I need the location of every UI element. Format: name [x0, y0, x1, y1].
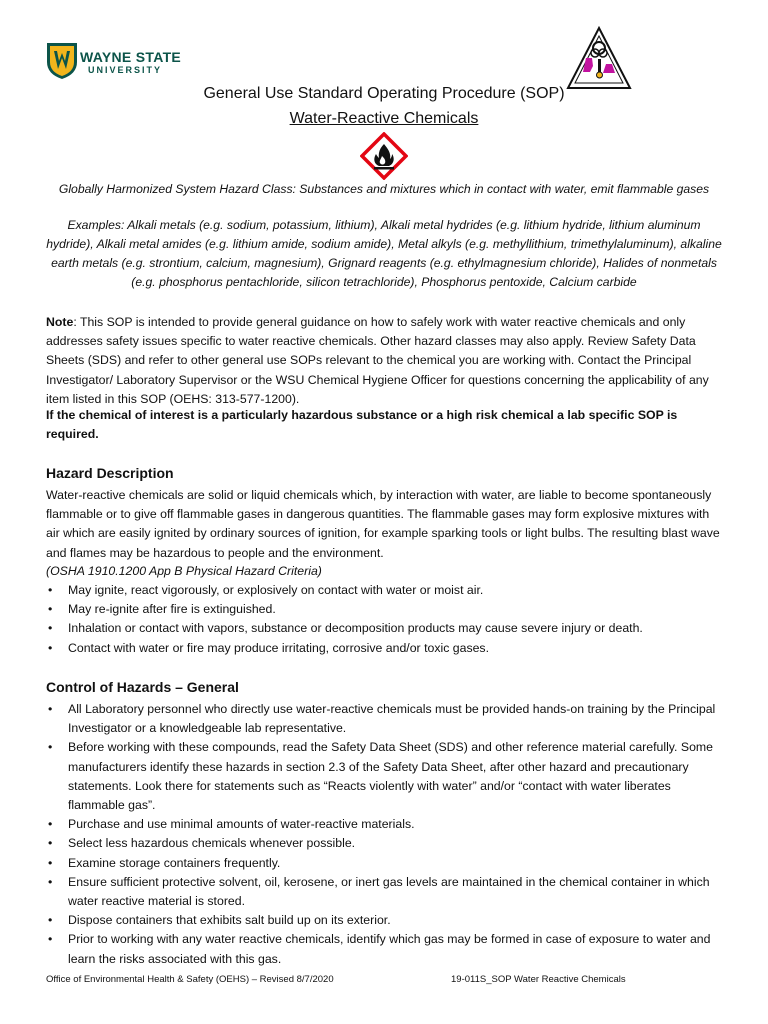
note-text: : This SOP is intended to provide general guidance on how to safely work with water reactive chemicals and only addresses safety issues specific to water reactive chemicals. Other hazard classes may also apply. Review Safety Data Sheets (SDS) and refer to other general use SOPs relevant to the chemical you are working with. Contact the Principal Investigator/ Laboratory Supervisor or the WSU Chemical Hygiene Officer for questions concerning the applicability of any item listed in this SOP (OEHS: 313-577-1200).: [46, 315, 709, 406]
wsu-shield-icon: [46, 42, 78, 80]
footer-office-revision: Office of Environmental Health & Safety (OEHS) – Revised 8/7/2020: [46, 974, 334, 985]
list-item: • Inhalation or contact with vapors, substance or decomposition products may cause severe injury or death.: [46, 619, 728, 638]
list-item: • Purchase and use minimal amounts of water-reactive materials.: [46, 815, 728, 834]
list-item: • May re-ignite after fire is extinguished.: [46, 600, 728, 619]
list-item: • All Laboratory personnel who directly use water-reactive chemicals must be provided hands-on training by the Principal Investigator or a knowledgeable lab representative.: [46, 700, 728, 738]
control-bullet-list: [46, 700, 728, 969]
osha-reference: (OSHA 1910.1200 App B Physical Hazard Criteria): [46, 564, 322, 578]
ghs-hazard-class: Globally Harmonized System Hazard Class: Substances and mixtures which in contact with water, emit flammable gases: [58, 182, 710, 196]
control-of-hazards-heading: Control of Hazards – General: [46, 679, 239, 695]
lab-specific-sop-requirement: If the chemical of interest is a particularly hazardous substance or a high risk chemical a lab specific SOP is required.: [46, 408, 678, 442]
hazard-description-heading: Hazard Description: [46, 465, 174, 481]
logo-line1: WAYNE STATE: [80, 49, 182, 65]
logo-line2: UNIVERSITY: [88, 65, 163, 75]
note-label: Note: [46, 315, 74, 329]
oehs-seal: [566, 26, 632, 92]
list-item: • Dispose containers that exhibits salt build up on its exterior.: [46, 911, 728, 930]
list-item: • Select less hazardous chemicals whenever possible.: [46, 834, 728, 853]
sop-note: [46, 313, 726, 409]
list-item: • Ensure sufficient protective solvent, oil, kerosene, or inert gas levels are maintained in the chemical container in which water reactive material is stored.: [46, 873, 728, 911]
list-item: • Contact with water or fire may produce irritating, corrosive and/or toxic gases.: [46, 639, 728, 658]
document-title: General Use Standard Operating Procedure (SOP): [203, 85, 565, 102]
list-item: • May ignite, react vigorously, or explosively on contact with water or moist air.: [46, 581, 728, 600]
list-item: • Prior to working with any water reactive chemicals, identify which gas may be formed in case of exposure to water and learn the risks associated with this gas.: [46, 930, 728, 968]
chemical-examples: Examples: Alkali metals (e.g. sodium, potassium, lithium), Alkali metal hydrides (e.g. lithium hydride, lithium aluminum hydride), Alkali metal amides (e.g. lithium amide, sodium amide), Metal alkyls (e.g. methyllithium, trimethylaluminum), alkaline earth metals (e.g. strontium, calcium, magnesium), Grignard reagents (e.g. ethylmagnesium chloride), Halides of nonmetals (e.g. phosphorus pentachloride, silicon tetrachloride), Phosphorus pentoxide, Calcium carbide: [46, 218, 722, 289]
hazard-bullet-list: [46, 581, 728, 658]
flame-icon: [360, 132, 408, 180]
footer-document-id: 19-011S_SOP Water Reactive Chemicals: [451, 974, 626, 985]
list-item: • Examine storage containers frequently.: [46, 854, 728, 873]
list-item: • Before working with these compounds, read the Safety Data Sheet (SDS) and other reference material carefully. Some manufacturers identify these hazards in section 2.3 of the Safety Data Sheet, after other hazard and precautionary statements. Look there for statements such as “Reacts violently with water” and/or “contact with water liberates flammable gas”.: [46, 738, 728, 815]
hazard-description-text: Water-reactive chemicals are solid or liquid chemicals which, by interaction with water, are liable to become spontaneously flammable or to give off flammable gases in dangerous quantities. The flammable gases may form explosive mixtures with air which are easily ignited by ordinary sources of ignition, for example sparking tools or light bulbs. The resulting blast wave and flames may be hazardous to people and the environment.: [46, 488, 720, 560]
ghs-flame-pictogram: [360, 132, 408, 180]
biohazard-triangle-icon: [566, 26, 632, 92]
wayne-state-logo: [46, 42, 196, 82]
document-subtitle: Water-Reactive Chemicals: [289, 110, 479, 127]
